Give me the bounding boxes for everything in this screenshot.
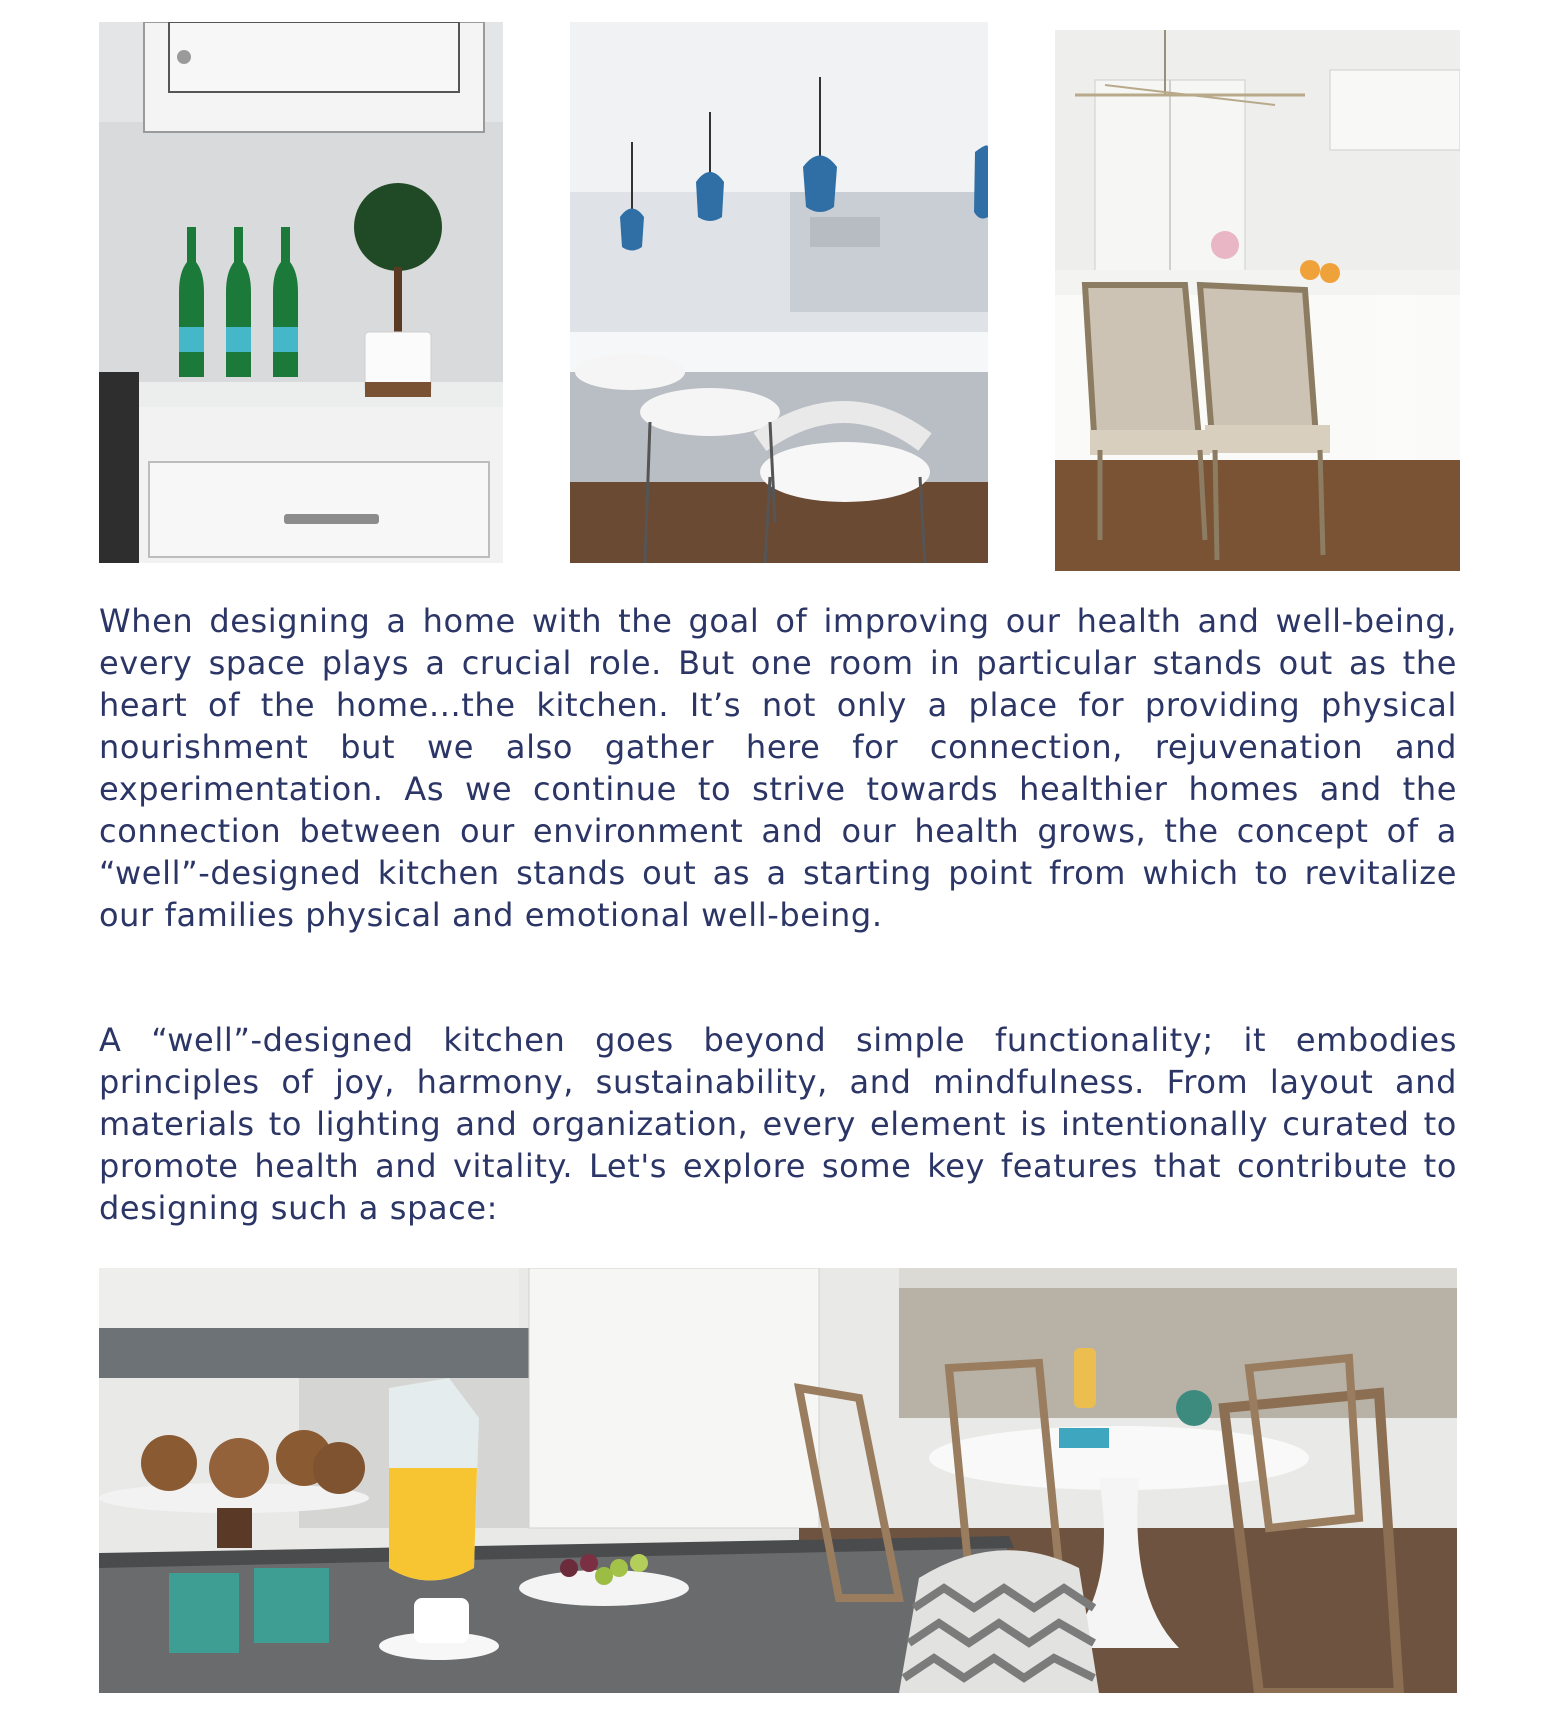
juice-pitcher	[389, 1378, 479, 1581]
pendants-photo-illustration	[570, 22, 988, 563]
breakfast-photo-illustration	[99, 1268, 1457, 1693]
features-paragraph: A “well”-designed kitchen goes beyond simple functionality; it embodies principles of joy, harmony, sustainability, and mindfulness. From layout and materials to lighting and organization, every element is intentionally curated to promote health and vitality. Let's explore some key features that contribute to designing such a space:	[99, 1021, 1457, 1227]
bottles-photo-illustration	[99, 22, 503, 563]
kitchen-photo-breakfast	[99, 1268, 1457, 1693]
kitchen-photo-island	[1055, 30, 1460, 571]
kitchen-photo-pendants	[570, 22, 988, 563]
kitchen-photo-bottles	[99, 22, 503, 563]
island-photo-illustration	[1055, 30, 1460, 571]
intro-paragraph: When designing a home with the goal of improving our health and well-being, every space plays a crucial role. But one room in particular stands out as the heart of the home...the kitchen. It’s not only a place for providing physical nourishment but we also gather here for connection, rejuvenation and experimentation. As we continue to strive towards healthier homes and the connection between our environment and our health grows, the concept of a “well”-designed kitchen stands out as a starting point from which to revitalize our families physical and emotional well-being.	[99, 602, 1457, 934]
